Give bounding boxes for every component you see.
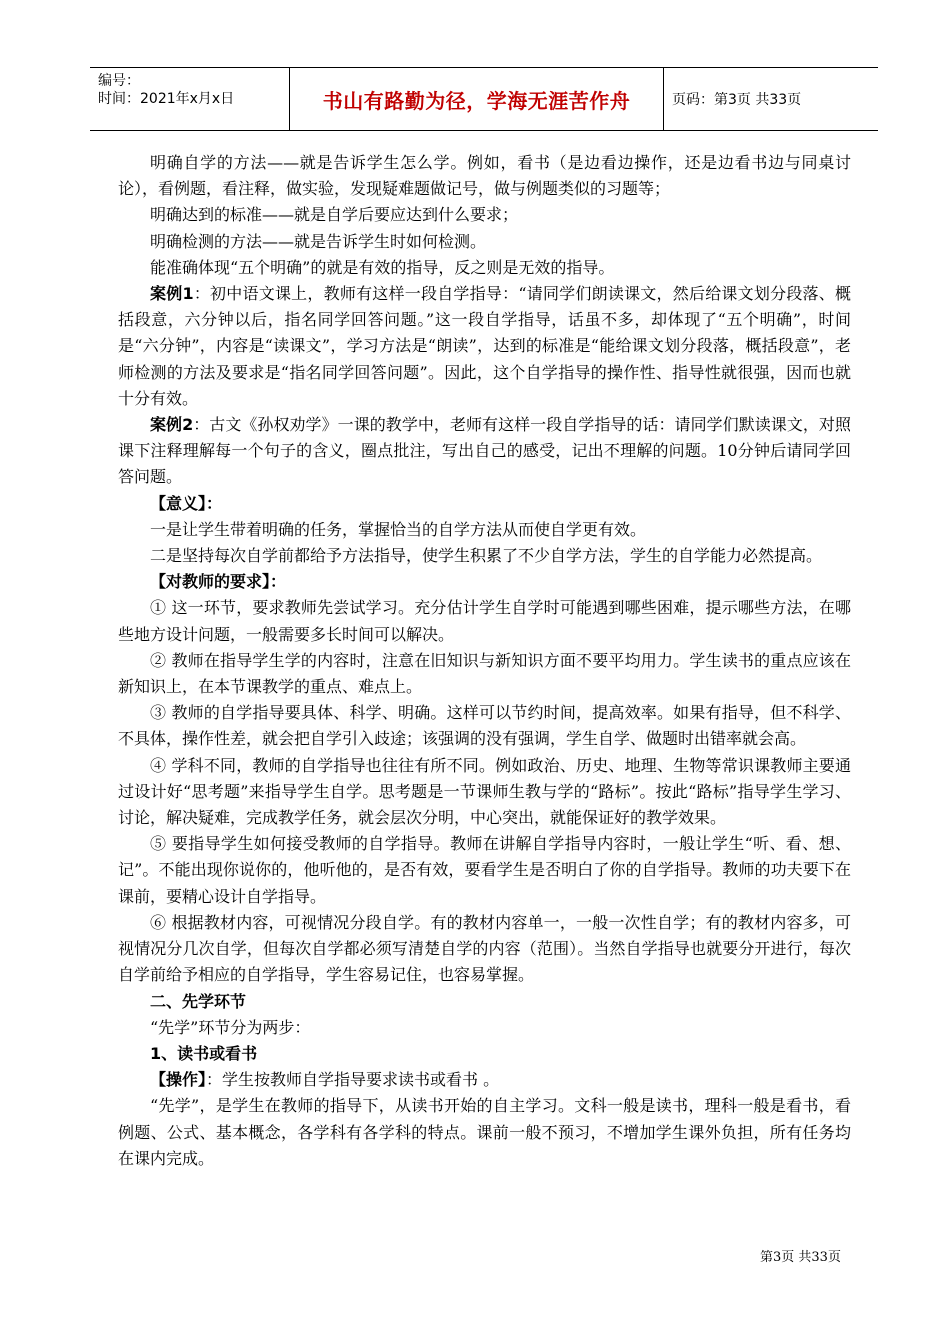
operation-text: ：学生按教师自学指导要求读书或看书 。 bbox=[206, 1070, 500, 1090]
list-item: ① 这一环节，要求教师先尝试学习。充分估计学生自学时可能遇到哪些困难，提示哪些方法，在哪些地方设计问题，一般需要多长时间可以解决。 bbox=[118, 598, 851, 644]
section-heading-meaning: 【意义】： bbox=[150, 493, 223, 513]
case-label: 案例2 bbox=[150, 415, 194, 435]
page-header bbox=[90, 67, 878, 131]
operation-paragraph bbox=[118, 1067, 851, 1093]
footer-page-number: 第3页 共33页 bbox=[760, 1250, 841, 1265]
paragraph: 明确检测的方法——就是告诉学生时如何检测。 bbox=[150, 231, 487, 251]
subsection-heading: 1、读书或看书 bbox=[150, 1043, 258, 1063]
section-heading: 二、先学环节 bbox=[150, 991, 247, 1011]
case-paragraph-2 bbox=[118, 412, 851, 491]
document-number-label: 编号： bbox=[98, 73, 140, 89]
list-item: ⑤ 要指导学生如何接受教师的自学指导。教师在讲解自学指导内容时，一般让学生“听、看、想、记”。不能出现你说你的，他听他的，是否有效，要看学生是否明白了你的自学指导。教师的功夫要下在课前，要精心设计自学指导。 bbox=[118, 834, 851, 906]
paragraph: “先学”，是学生在教师的指导下，从读书开始的自主学习。文科一般是读书，理科一般是看书，看例题、公式、基本概念，各学科有各学科的特点。课前一般不预习，不增加学生课外负担，所有任务均在课内完成。 bbox=[118, 1096, 851, 1168]
list-item: ⑥ 根据教材内容，可视情况分段自学。有的教材内容单一，一般一次性自学；有的教材内容多，可视情况分几次自学，但每次自学都必须写清楚自学的内容（范围）。当然自学指导也就要分开进行，每次自学前给予相应的自学指导，学生容易记住，也容易掌握。 bbox=[118, 912, 851, 985]
paragraph: 一是让学生带着明确的任务，掌握恰当的自学方法从而使自学更有效。 bbox=[150, 519, 647, 539]
section-heading-requirements: 【对教师的要求】： bbox=[150, 572, 287, 592]
list-item: ④ 学科不同，教师的自学指导也往往有所不同。例如政治、历史、地理、生物等常识课教师主要通过设计好“思考题”来指导学生自学。思考题是一节课师生教与学的“路标”。按此“路标”指导学生学习、讨论，解决疑难，完成教学任务，就会层次分明，中心突出，就能保证好的教学效果。 bbox=[118, 755, 851, 828]
paragraph: 明确达到的标准——就是自学后要应达到什么要求； bbox=[150, 205, 519, 225]
paragraph: 明确自学的方法——就是告诉学生怎么学。例如，看书（是边看边操作，还是边看书边与同桌讨论），看例题，看注释，做实验，发现疑难题做记号，做与例题类似的习题等； bbox=[118, 153, 851, 199]
case-text: ：古文《孙权劝学》一课的教学中，老师有这样一段自学指导的话：请同学们默读课文，对照课下注释理解每一个句子的含义，圈点批注，写出自己的感受，记出不理解的问题。10分钟后请同学回答问题。 bbox=[118, 415, 851, 487]
case-paragraph-1 bbox=[118, 281, 851, 412]
operation-label: 【操作】 bbox=[150, 1070, 207, 1090]
paragraph: 二是坚持每次自学前都给予方法指导，使学生积累了不少自学方法，学生的自学能力必然提高。 bbox=[150, 546, 823, 566]
list-item: ③ 教师的自学指导要具体、科学、明确。这样可以节约时间，提高效率。如果有指导，但不科学、不具体，操作性差，就会把自学引入歧途；该强调的没有强调，学生自学、做题时出错率就会高。 bbox=[118, 703, 851, 749]
case-label: 案例1 bbox=[150, 284, 194, 304]
paragraph: “先学”环节分为两步： bbox=[150, 1017, 311, 1037]
header-page-number: 页码：第3页 共33页 bbox=[672, 92, 802, 108]
paragraph: 能准确体现“五个明确”的就是有效的指导，反之则是无效的指导。 bbox=[150, 257, 615, 277]
list-item: ② 教师在指导学生学的内容时，注意在旧知识与新知识方面不要平均用力。学生读书的重点应该在新知识上，在本节课教学的重点、难点上。 bbox=[118, 650, 851, 697]
header-motto: 书山有路勤为径，学海无涯苦作舟 bbox=[290, 68, 664, 130]
document-body bbox=[118, 150, 851, 1172]
document-date-label: 时间：2021年x月x日 bbox=[98, 91, 235, 107]
header-meta-cell bbox=[90, 68, 290, 130]
case-text: ：初中语文课上，教师有这样一段自学指导：“请同学们朗读课文，然后给课文划分段落、概括段意，六分钟以后，指名同学回答问题。”这一段自学指导，话虽不多，却体现了“五个明确”，时间是“六分钟”，内容是“读课文”，学习方法是“朗读”，达到的标准是“能给课文划分段落，概括段意”，老师检测的方法及要求是“指名同学回答问题”。因此，这个自学指导的操作性、指导性就很强，因而也就十分有效。 bbox=[118, 284, 851, 408]
